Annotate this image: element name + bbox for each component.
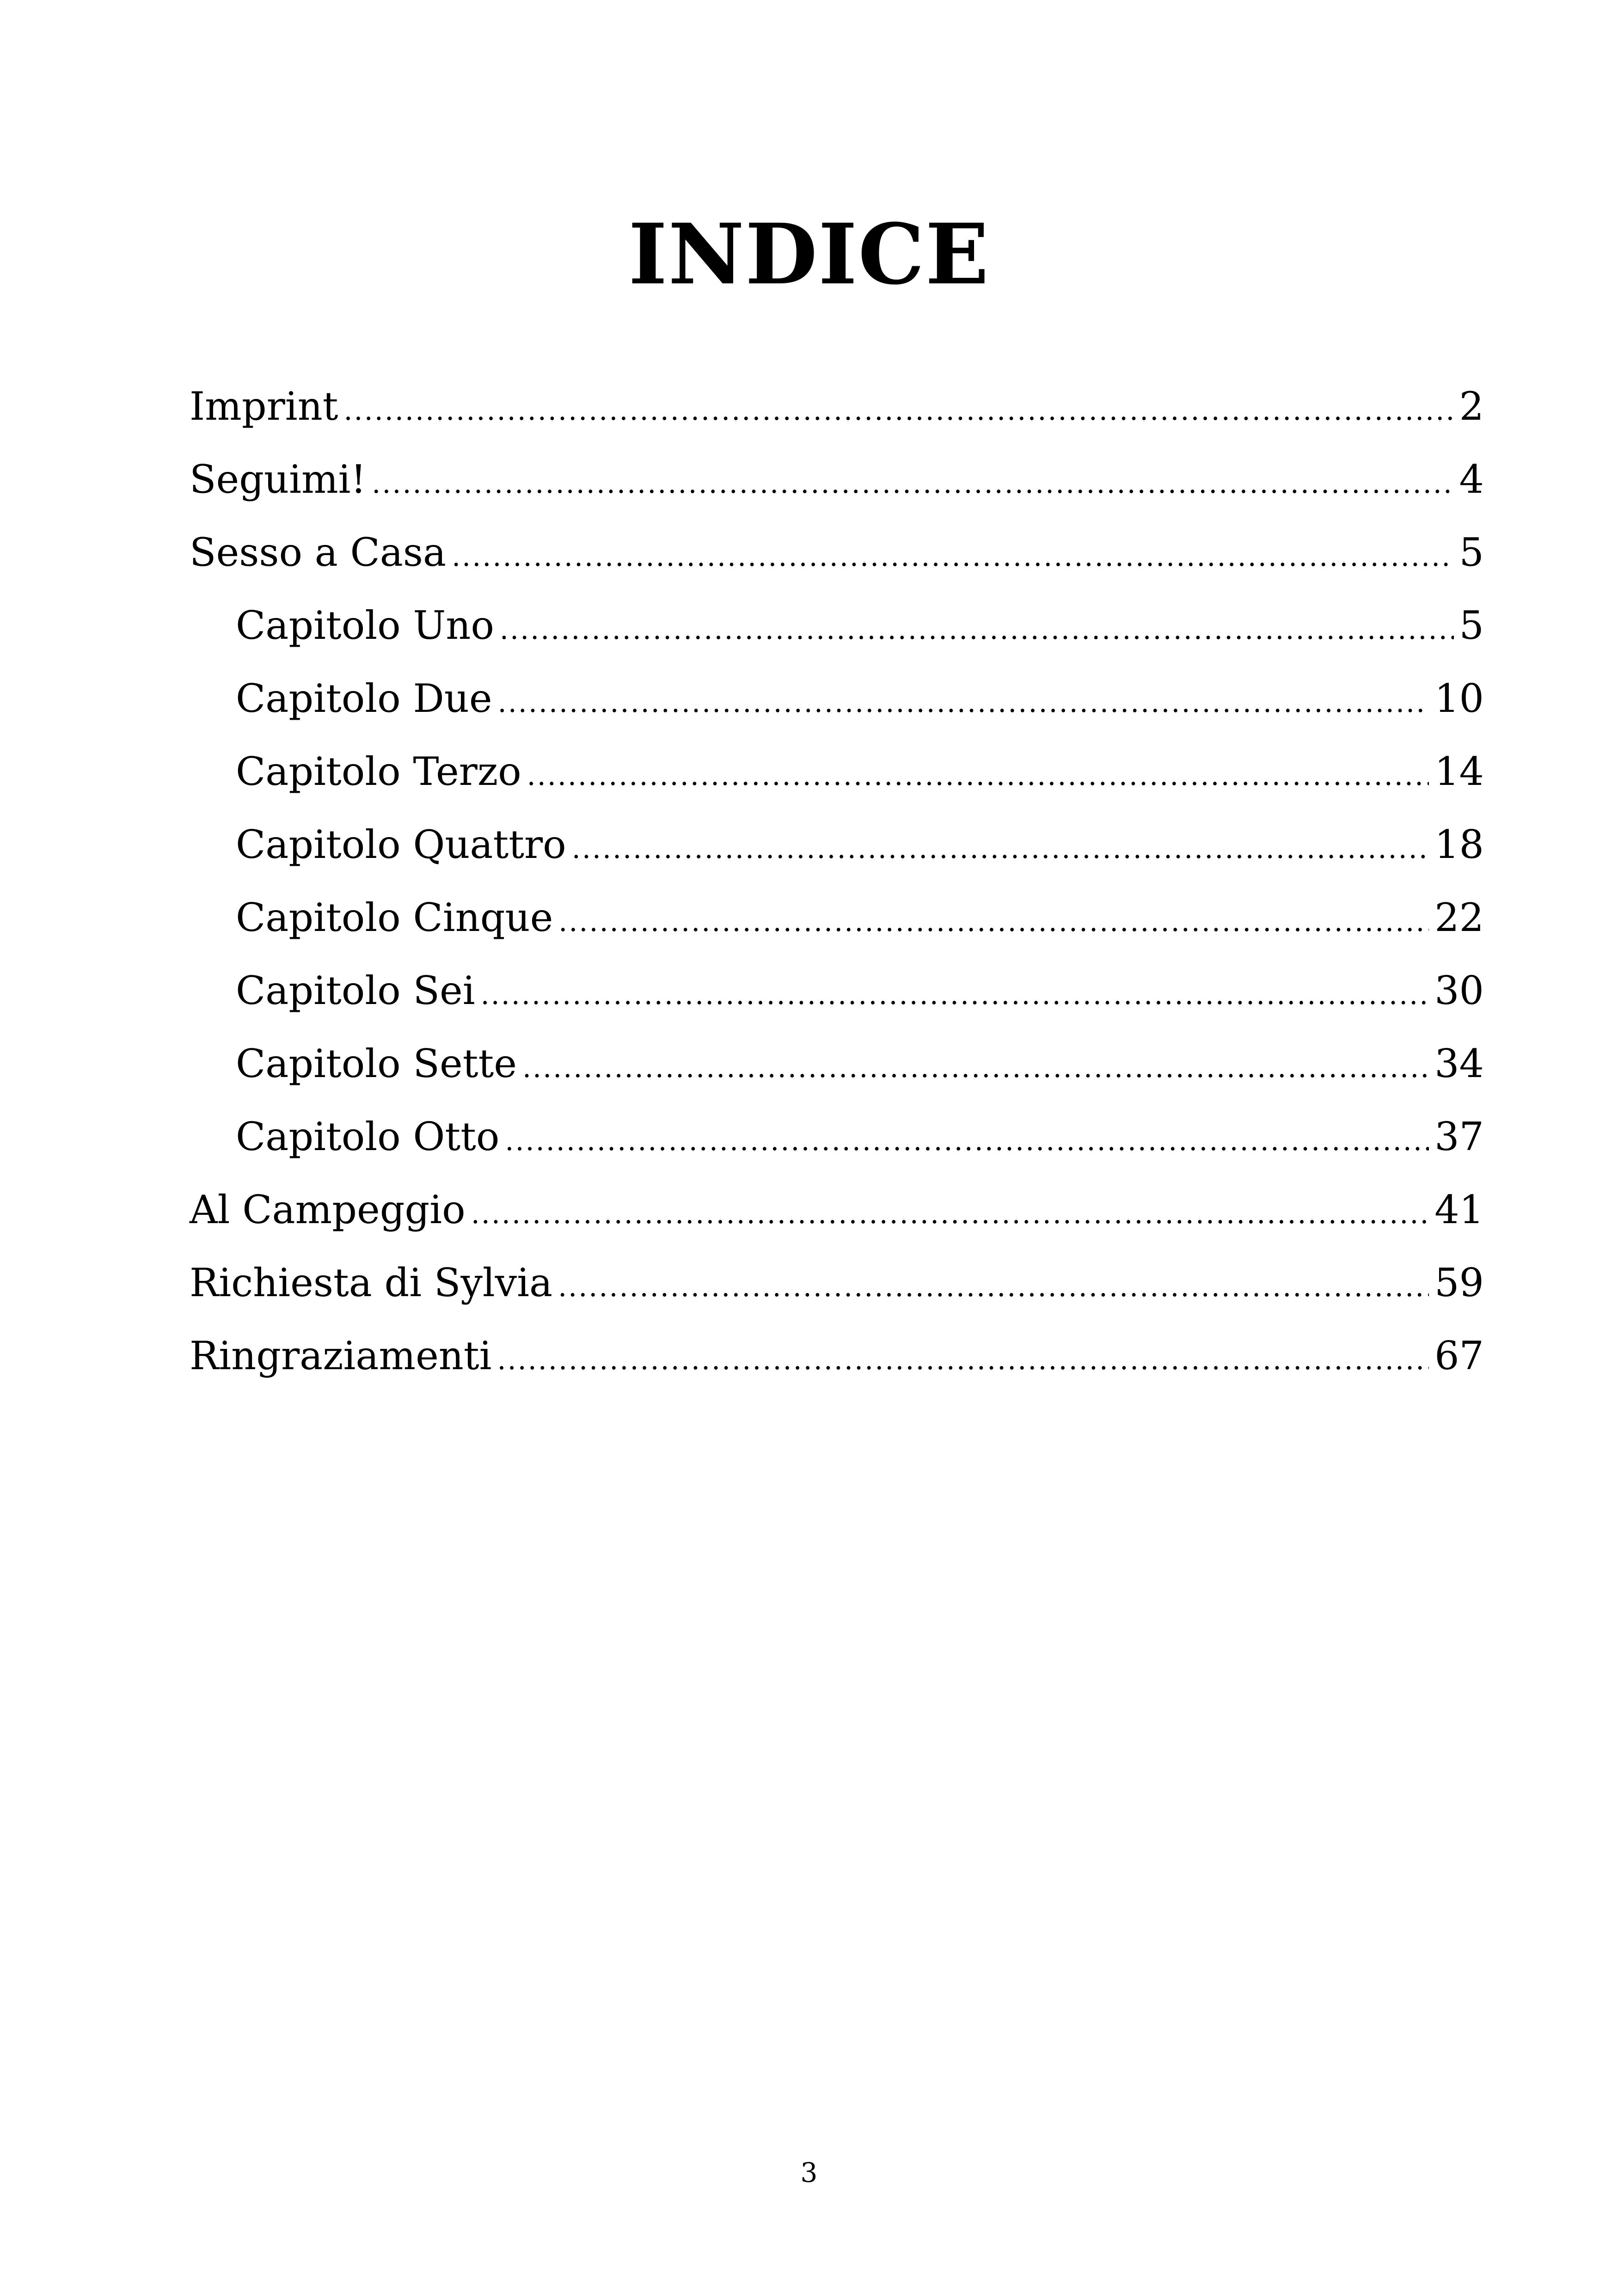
toc-entry[interactable] bbox=[190, 516, 1484, 589]
toc-entry-page: 5 bbox=[1459, 603, 1484, 648]
toc-dot-leader bbox=[527, 739, 1429, 812]
toc-dot-leader bbox=[343, 374, 1453, 447]
toc-entry-page: 59 bbox=[1434, 1260, 1484, 1305]
toc-entry-label: Capitolo Terzo bbox=[236, 749, 521, 794]
toc-dot-leader bbox=[572, 812, 1429, 885]
toc-entry[interactable] bbox=[190, 443, 1484, 516]
toc-entry-page: 34 bbox=[1434, 1041, 1484, 1086]
toc-entry[interactable] bbox=[190, 1100, 1484, 1173]
toc-entry-page: 41 bbox=[1434, 1187, 1484, 1232]
toc-dot-leader bbox=[481, 958, 1429, 1031]
toc-dot-leader bbox=[505, 1104, 1429, 1177]
toc-entry[interactable] bbox=[190, 808, 1484, 881]
toc-entry[interactable] bbox=[190, 735, 1484, 808]
toc-entry[interactable] bbox=[190, 1027, 1484, 1100]
toc-entry-page: 10 bbox=[1434, 676, 1484, 721]
toc-entry[interactable] bbox=[190, 662, 1484, 735]
toc-dot-leader bbox=[471, 1177, 1429, 1250]
toc-dot-leader bbox=[498, 666, 1429, 739]
toc-entry-page: 37 bbox=[1434, 1114, 1484, 1159]
toc-entry[interactable] bbox=[190, 1173, 1484, 1246]
toc-entry-label: Capitolo Cinque bbox=[236, 895, 553, 940]
toc-entry-page: 67 bbox=[1434, 1333, 1484, 1378]
toc-entry-label: Capitolo Due bbox=[236, 676, 492, 721]
table-of-contents bbox=[190, 370, 1484, 1392]
toc-entry[interactable] bbox=[190, 881, 1484, 954]
toc-entry-page: 14 bbox=[1434, 749, 1484, 794]
toc-entry-label: Richiesta di Sylvia bbox=[190, 1260, 553, 1305]
toc-entry-page: 30 bbox=[1434, 968, 1484, 1013]
toc-entry-label: Ringraziamenti bbox=[190, 1333, 492, 1378]
toc-dot-leader bbox=[372, 447, 1453, 520]
toc-entry-label: Capitolo Otto bbox=[236, 1114, 500, 1159]
toc-entry[interactable] bbox=[190, 1319, 1484, 1392]
toc-dot-leader bbox=[558, 1250, 1429, 1323]
toc-entry-page: 18 bbox=[1434, 822, 1484, 867]
toc-entry-label: Capitolo Quattro bbox=[236, 822, 566, 867]
toc-entry-page: 22 bbox=[1434, 895, 1484, 940]
toc-dot-leader bbox=[558, 885, 1429, 958]
toc-entry[interactable] bbox=[190, 589, 1484, 662]
toc-entry[interactable] bbox=[190, 954, 1484, 1027]
toc-dot-leader bbox=[452, 520, 1453, 593]
toc-entry-label: Imprint bbox=[190, 384, 338, 429]
toc-dot-leader bbox=[497, 1323, 1429, 1396]
page-title: INDICE bbox=[628, 205, 990, 303]
page-number: 3 bbox=[800, 2157, 818, 2188]
toc-entry-label: Sesso a Casa bbox=[190, 530, 447, 575]
toc-entry-label: Capitolo Uno bbox=[236, 603, 494, 648]
toc-entry[interactable] bbox=[190, 370, 1484, 443]
toc-entry[interactable] bbox=[190, 1246, 1484, 1319]
toc-entry-page: 5 bbox=[1459, 530, 1484, 575]
toc-entry-label: Capitolo Sette bbox=[236, 1041, 517, 1086]
toc-dot-leader bbox=[522, 1031, 1429, 1104]
toc-entry-label: Seguimi! bbox=[190, 457, 367, 502]
toc-entry-label: Capitolo Sei bbox=[236, 968, 475, 1013]
toc-entry-page: 4 bbox=[1459, 457, 1484, 502]
toc-dot-leader bbox=[500, 593, 1454, 666]
toc-entry-label: Al Campeggio bbox=[190, 1187, 466, 1232]
toc-entry-page: 2 bbox=[1459, 384, 1484, 429]
